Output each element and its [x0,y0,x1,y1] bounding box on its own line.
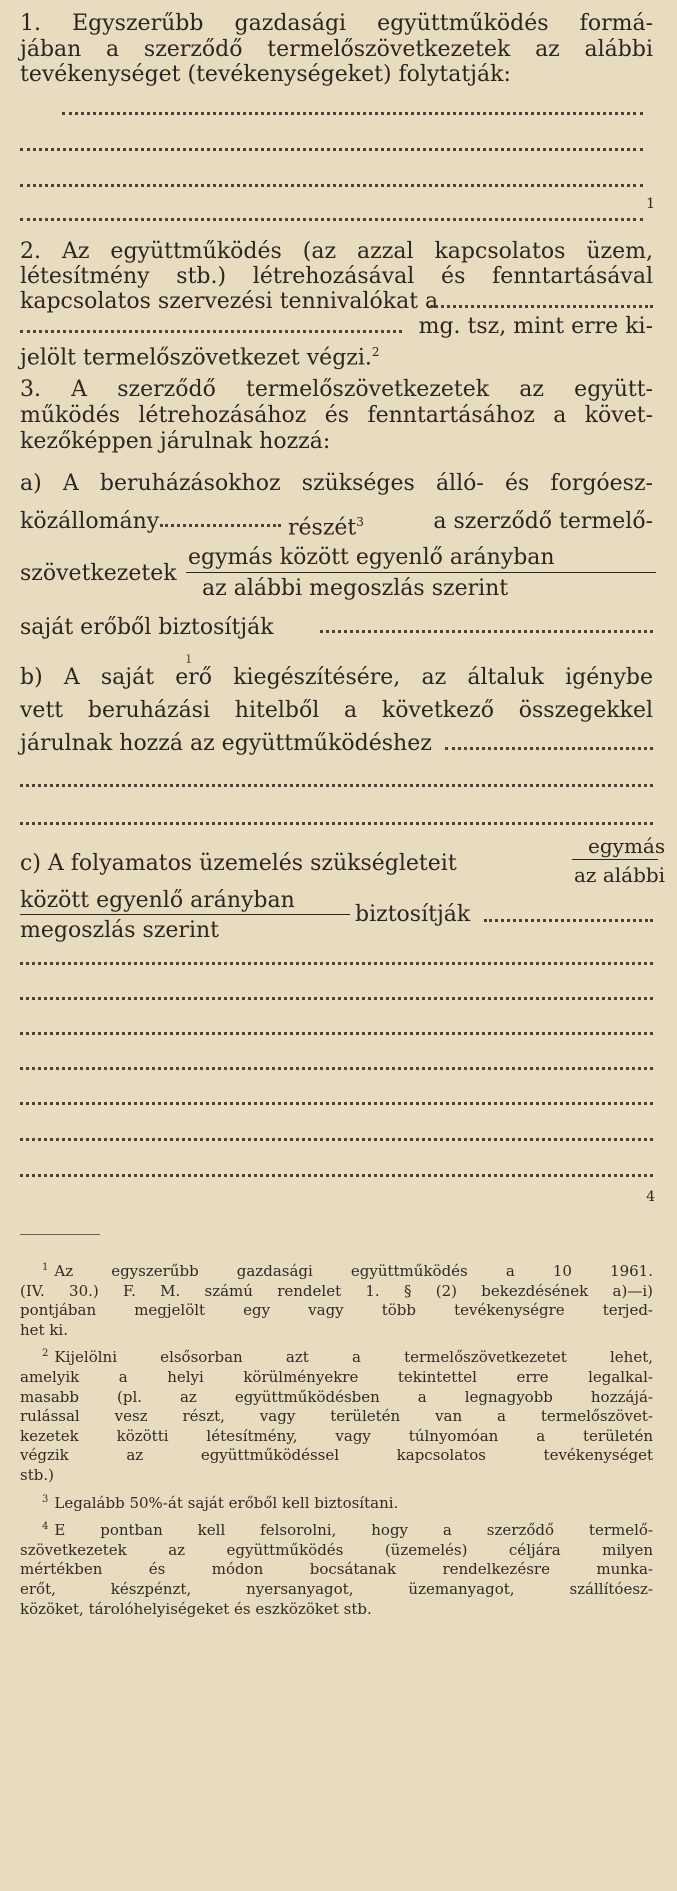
point-c-line1: c) A folyamatos üzemelés szükségleteit [20,851,457,876]
point-c-fraction1-bottom: az alábbi [574,863,666,887]
footnote-line: het ki. [20,1320,68,1339]
point-b-line1: b) A saját erő kiegészítésére, az általuk igénybe [20,665,653,690]
point-c-fraction2-bottom: megoszlás szerint [20,918,219,943]
fill-line [20,780,653,787]
fill-line [20,958,653,965]
section2-line5: jelölt termelőszövetkezet végzi.$^2$ [20,345,380,371]
section2-line3: kapcsolatos szervezési tennivalókat a [20,289,439,314]
section3-line2: működés létrehozásához és fenntartásához a követ- [20,403,653,428]
fill-line [20,214,643,221]
footnote-1 [20,1258,653,1340]
footnote-line: $^4$ E pontban kell felsorolni, hogy a szerződő termelő- [42,1521,653,1540]
fill-line [20,180,643,187]
footnote-line: $^2$ Kijelölni elsősorban azt a termelőszövetkezetet lehet, [42,1348,653,1367]
point-a-line2b: részét$^3$ a szerződő termelő- [288,509,653,541]
fraction-bar [572,859,658,860]
point-a-line4: saját erőből biztosítják [20,615,274,640]
margin-mark: ı [186,648,192,667]
fill-line [320,626,653,633]
point-c-fraction2-top: között egyenlő arányban [20,888,295,913]
footnote-line: végzik az együttműködéssel kapcsolatos tevékenységet [20,1446,653,1465]
fill-line [20,1098,653,1105]
section3-line3: kezőképpen járulnak hozzá: [20,429,331,454]
footnote-line: (IV. 30.) F. M. számú rendelet 1. § (2) bekezdésének a)—i) [20,1281,653,1300]
footnote-number: 3 [42,1493,49,1505]
footnote-line: $^1$ Az egyszerűbb gazdasági együttműködés a 10 1961. [42,1262,653,1280]
footnote-line: kezetek közötti létesítmény, vagy túlnyomóan a területén [20,1426,653,1445]
footnote-separator [20,1234,100,1235]
section1-line2: jában a szerződő termelőszövetkezetek az alábbi [20,37,653,62]
section2-line1: 2. Az együttműködés (az azzal kapcsolatos üzem, [20,239,653,264]
section1-line3: tevékenységet (tevékenységeket) folytatják: [20,62,511,87]
point-c-suffix: biztosítják [355,902,471,927]
footnote-line: $^3$ Legalább 50%-át saját erőből kell biztosítani. [42,1493,399,1512]
fill-line [20,326,402,333]
point-b-line2: vett beruházási hitelből a következő összegekkel [20,698,653,723]
point-a-fraction-bottom: az alábbi megoszlás szerint [202,576,509,601]
footnote-line: erőt, készpénzt, nyersanyagot, üzemanyagot, szállítóesz- [20,1579,653,1598]
point-a-line1: a) A beruházásokhoz szükséges álló- és forgóesz- [20,471,653,496]
fill-line [20,1170,653,1177]
section2-line2: létesítmény stb.) létrehozásával és fenntartásával [20,264,653,289]
fill-line [20,1028,653,1035]
footnote-line: mértékben és módon bocsátanak rendelkezésre munka- [20,1560,653,1579]
point-a-line2: közállomány [20,509,160,534]
footnote-number: 4 [42,1521,49,1533]
point-c-fraction1-top: egymás [588,834,666,858]
fill-line [20,818,653,825]
fill-line [160,520,281,527]
point-a-prefix: szövetkezetek [20,561,177,586]
fill-line [20,1134,653,1141]
point-a-fraction-top: egymás között egyenlő arányban [188,545,555,570]
footnotes [20,1258,653,1623]
footnote-line: közöket, tárolóhelyiségeket és eszközöket stb. [20,1599,372,1618]
section2-line4: mg. tsz, mint erre ki- [418,314,653,339]
fraction-bar [186,572,656,573]
footnote-line: amelyik a helyi körülményekre tekintettel erre legalkal- [20,1367,653,1386]
fill-line [430,301,653,308]
footnote-line: rulással vesz részt, vagy területén van a termelőszövet- [20,1407,653,1426]
page-mark: 1 [646,196,655,212]
point-b-line3: járulnak hozzá az együttműködéshez [20,731,432,756]
fill-line [20,993,653,1000]
fill-line [62,108,643,115]
footnote-4 [20,1517,653,1619]
fraction-bar [20,914,350,915]
footnote-line: stb.) [20,1465,54,1484]
footnote-line: szövetkezetek az együttműködés (üzemelés) céljára milyen [20,1540,653,1559]
footnote-number: 1 [42,1262,49,1273]
fill-line [20,1063,653,1070]
fill-line [20,144,643,151]
footnote-number: 2 [42,1348,49,1360]
footnote-line: pontjában megjelölt egy vagy több tevékenységre terjed- [20,1301,653,1320]
fill-line [445,743,653,750]
page-mark: 4 [646,1189,655,1205]
section1-line1: 1. Egyszerűbb gazdasági együttműködés formá- [20,11,653,36]
footnote-3 [20,1490,653,1514]
footnote-line: masabb (pl. az együttműködésben a legnagyobb hozzájá- [20,1387,653,1406]
fill-line [484,915,653,922]
footnote-2 [20,1344,653,1485]
section3-line1: 3. A szerződő termelőszövetkezetek az együtt- [20,377,653,402]
